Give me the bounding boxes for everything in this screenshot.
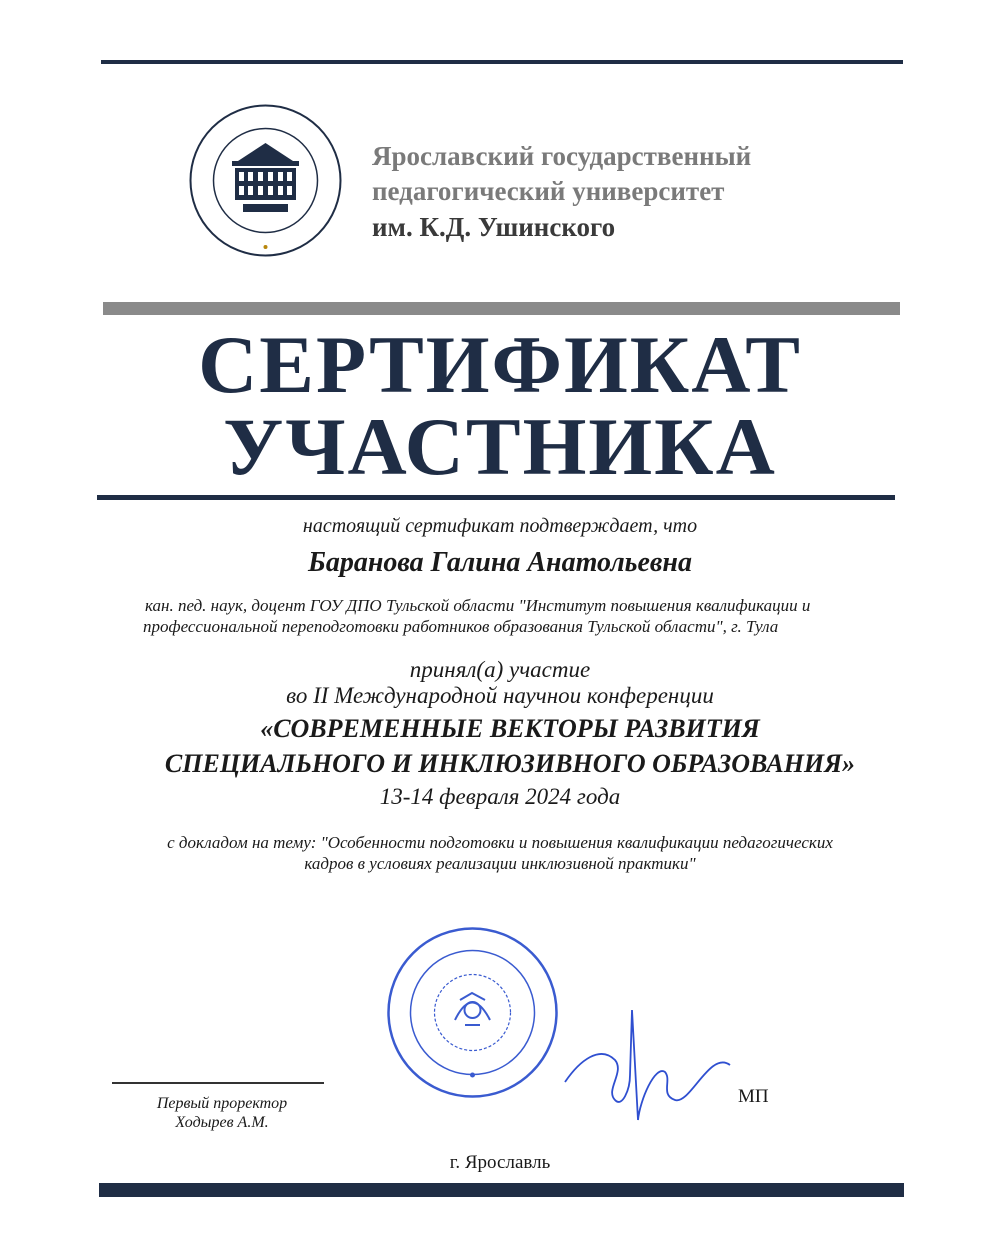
- city: г. Ярославль: [449, 1152, 551, 1173]
- conference-title-line2: СПЕЦИАЛЬНОГО И ИНКЛЮЗИВНОГО ОБРАЗОВАНИЯ»: [164, 749, 856, 778]
- university-name-line3: им. К.Д. Ушинского: [372, 212, 616, 242]
- seal-label: МП: [738, 1086, 769, 1107]
- certificate-title-line2: УЧАСТНИКА: [223, 401, 777, 492]
- bottom-rule: [99, 1183, 904, 1197]
- participant-name: Баранова Галина Анатольевна: [308, 547, 692, 578]
- signatory-position: Первый проректор: [156, 1095, 288, 1112]
- title-divider: [97, 495, 895, 500]
- certificate-title-line1: СЕРТИФИКАТ: [198, 319, 802, 410]
- participation-text: принял(а) участие: [409, 657, 591, 682]
- university-name-line1: Ярославский государственный: [372, 141, 752, 171]
- university-logo: [188, 103, 343, 258]
- conference-line: во II Международной научнои конференции: [286, 683, 714, 708]
- signature-line: [112, 1082, 324, 1084]
- signatory-name: Ходырев А.М.: [175, 1114, 269, 1131]
- topic-line1: с докладом на тему: "Особенности подготовки и повышения квалификации педагогических: [167, 833, 833, 852]
- topic-line2: кадров в условиях реализации инклюзивной практики": [304, 854, 696, 873]
- affiliation-line1: кан. пед. наук, доцент ГОУ ДПО Тульской области "Институт повышения квалификации и: [145, 596, 811, 615]
- top-rule: [101, 60, 903, 64]
- signature: [560, 990, 740, 1130]
- affiliation-line2: профессиональной переподготовки работников образования Тульской области", г. Тула: [143, 617, 779, 636]
- conference-title-line1: «СОВРЕМЕННЫЕ ВЕКТОРЫ РАЗВИТИЯ: [260, 714, 760, 743]
- university-name-line2: педагогический университет: [372, 176, 725, 206]
- conference-dates: 13-14 февраля 2024 года: [379, 784, 621, 809]
- official-stamp: [385, 925, 560, 1100]
- header-divider: [103, 302, 900, 315]
- confirmation-text: настоящий сертификат подтверждает, что: [302, 515, 698, 537]
